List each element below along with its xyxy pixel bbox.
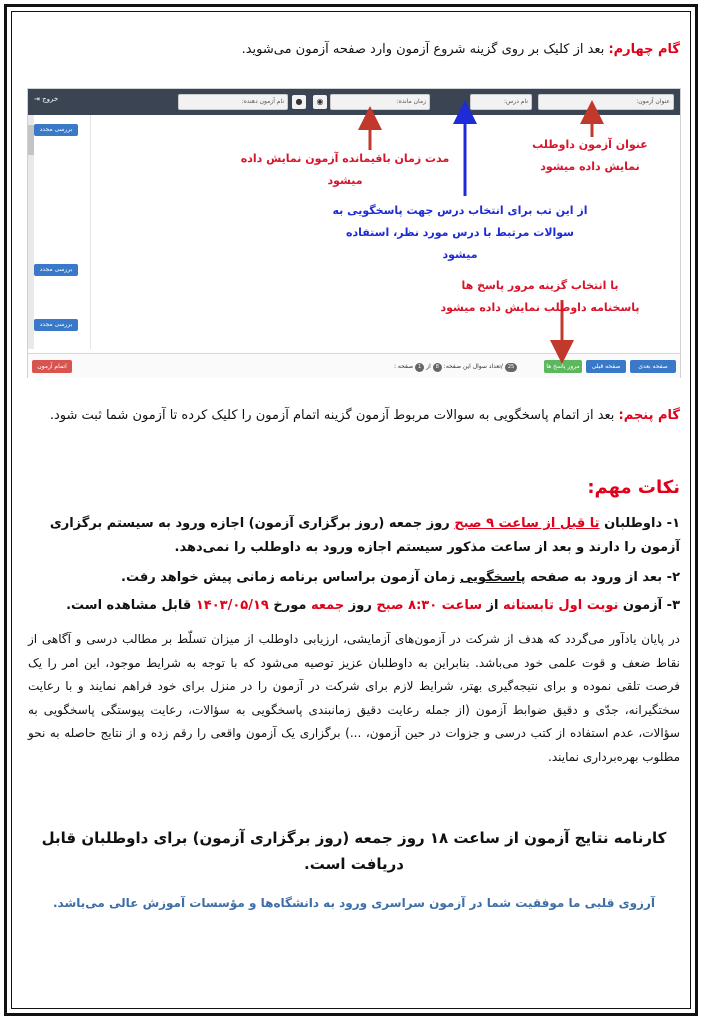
questions-count-badge: 25 [505,363,517,372]
annotation-lesson-line2: سوالات مرتبط با درس مورد نظر، استفاده میشود [346,226,574,261]
exit-icon: ⇥ [34,95,40,103]
annotation-time-left: مدت زمان باقیمانده آزمون نمایش داده میشود [240,152,450,187]
step5-paragraph [28,404,680,428]
questions-label: /تعداد سوال این صفحه: [443,363,503,370]
note1-rest: روز جمعه (روز برگزاری آزمون) اجازه ورود به سیستم برگزاری آزمون را دارند و بعد از ساعت مذکور سیستم اجازه ورود به داوطلب را نمی‌دهد. [49,516,680,555]
user-icon: ● [292,95,306,109]
notes-heading: نکات مهم: [587,477,680,498]
exam-title-field: عنوان آزمون: [538,94,674,110]
note3-date: ۱۴۰۳/۰۵/۱۹ [195,598,269,613]
review-again-button[interactable]: بررسی مجدد [34,124,78,136]
note3-day: جمعه [310,598,345,613]
note-1 [28,512,680,560]
page-of: از [426,363,431,370]
prev-page-button[interactable]: صفحه قبلی [586,360,626,373]
organizer-field: نام آزمون دهنده: [178,94,288,110]
note2-underlined: پاسخگویی [459,570,526,585]
annotation-review-line2: پاسخنامه داوطلب نمایش داده میشود [440,301,640,314]
note3-a: ۳- آزمون [618,598,680,613]
page-total-badge: 8 [433,363,442,372]
note1-highlight: تا قبل از ساعت ۹ صبح [454,516,600,531]
note-3 [28,594,680,618]
lesson-select[interactable]: نام درس: [470,94,532,110]
annotation-title [520,134,660,178]
annotation-lesson-tab [330,200,590,266]
review-answers-button[interactable]: مرور پاسخ ها [544,360,582,373]
note2-rest: زمان آزمون براساس برنامه زمانی پیش خواهد رفت. [121,570,460,585]
review-again-button[interactable]: بررسی مجدد [34,319,78,331]
annotation-title-line2: نمایش داده میشود [540,160,640,173]
exit-label: خروج [42,95,59,103]
page-current-badge: 1 [415,363,424,372]
step5-label: گام پنجم: [618,408,680,423]
note3-d: مورخ [268,598,311,613]
page-label: صفحه : [394,363,414,370]
annotation-title-line1: عنوان آزمون داوطلب [532,138,648,151]
annotation-review-line1: با انتخاب گزینه مرور پاسخ ها [461,279,619,292]
annotation-review [430,275,650,319]
note3-b: از [482,598,503,613]
note2-prefix: ۲- بعد از ورود به صفحه [525,570,680,585]
step4-label: گام چهارم: [608,42,680,57]
review-again-button[interactable]: بررسی مجدد [34,264,78,276]
note3-c: روز [344,598,377,613]
wish-line: آرزوی قلبی ما موفقیت شما در آزمون سراسری ورود به دانشگاه‌ها و مؤسسات آموزش عالی می‌باشد. [52,896,655,910]
note3-time: ساعت ۸:۳۰ صبح [376,598,482,613]
annotation-lesson-line1: از این تب برای انتخاب درس جهت پاسخگویی به [332,204,588,217]
finish-exam-button[interactable]: اتمام آزمون [32,360,72,373]
next-page-button[interactable]: صفحه بعدی [630,360,676,373]
note-2 [28,566,680,590]
step5-text: بعد از اتمام پاسخگویی به سوالات مربوط آزمون گزینه اتمام آزمون را کلیک کرده تا آزمون شما ثبت شود. [49,408,619,423]
time-left-field: زمان مانده: [330,94,430,110]
note3-turn: نوبت اول تابستانه [503,598,619,613]
step4-text: بعد از کلیک بر روی گزینه شروع آزمون وارد صفحه آزمون می‌شوید. [241,42,609,57]
note3-e: قابل مشاهده است. [66,598,196,613]
final-paragraph: در پایان یادآور می‌گردد که هدف از شرکت در آزمون‌های آزمایشی، ارزیابی داوطلب از میزان تسلّط بر مطالب درسی و آگاهی از نقاط ضعف و قوت علمی خود می‌باشد. بنابراین به داوطلبان عزیز توصیه می‌شود که با توجه به شرایط موجود، این امر را یک فرصت تلقی نموده و برای نتیجه‌گیری بهتر، شرایط لازم برای شرکت در آزمون را در منزل برای خود فراهم نمایند و با رعایت سختگیرانه، جدّی و دقیق ضوابط آزمون (از جمله رعایت دقیق زمانبندی پاسخگویی به سؤالات، رعایت پیوستگی پاسخگویی به سؤالات، عدم استفاده از کتب درسی و جزوات در حین آزمون، ...) برگزاری یک آزمون واقعی را رقم زده و از نتایج حاصله به نحو مطلوب بهره‌برداری نمایند. [28,632,680,764]
results-announcement: کارنامه نتایج آزمون از ساعت ۱۸ روز جمعه (روز برگزاری آزمون) برای داوطلبان قابل دریافت است. [41,829,667,873]
eye-icon[interactable]: ◉ [313,95,327,109]
note1-prefix: ۱- داوطلبان [599,516,680,531]
